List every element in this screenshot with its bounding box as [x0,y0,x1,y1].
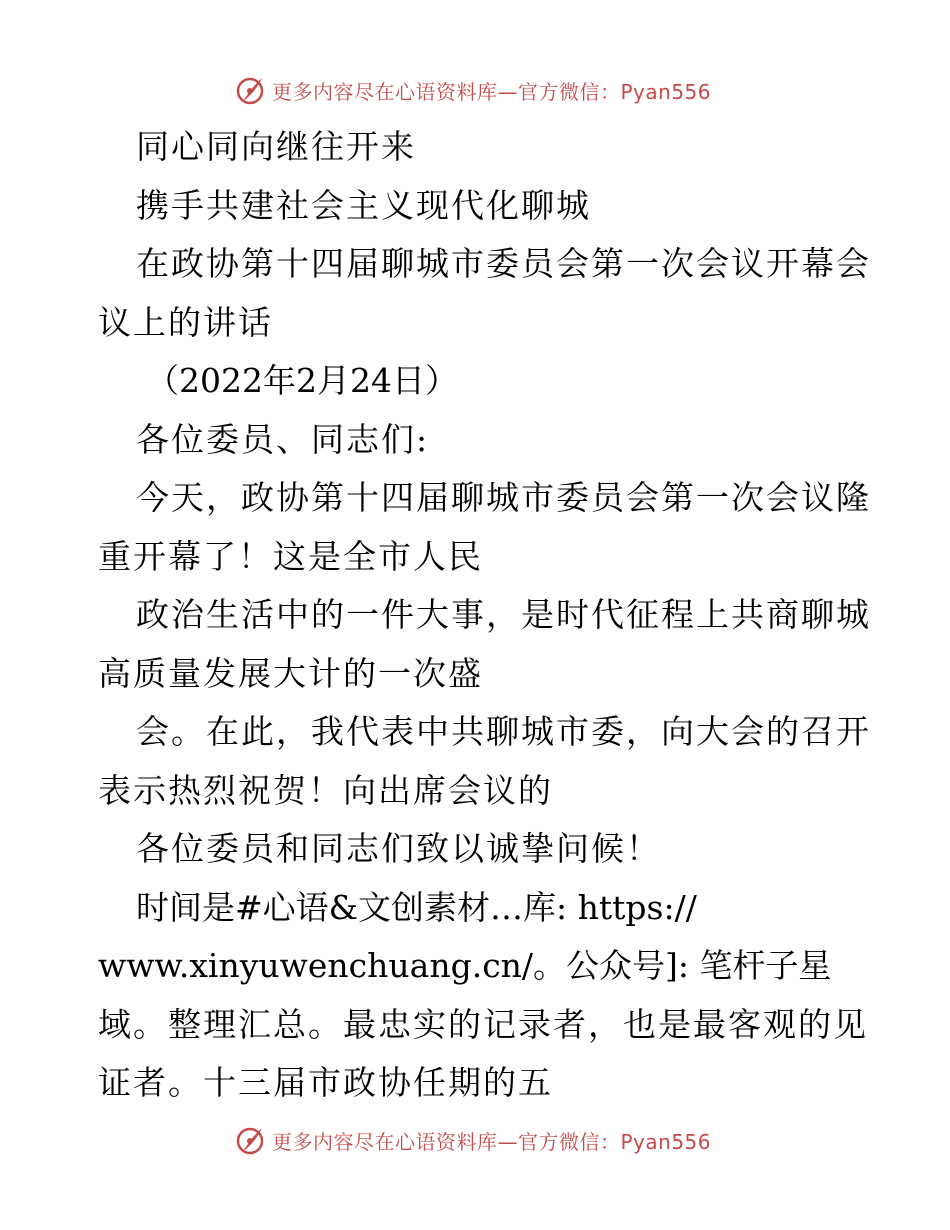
paragraph-line: 政治生活中的一件大事，是时代征程上共商聊城 [136,595,871,634]
paragraph-line: 表示热烈祝贺！向出席会议的 [98,770,553,810]
header-watermark [234,72,711,108]
salutation-line: 各位委员、同志们: [136,419,430,459]
title-line: 同心同向继往开来 [136,127,416,166]
speech-occasion-line-cont: 议上的讲话 [98,302,273,342]
paragraph-line: 证者。十三届市政协任期的五 [98,1063,553,1102]
footer-watermark [234,1122,711,1158]
watermark-text: 更多内容尽在心语资料库—官方微信：Pyan556 [272,79,712,104]
subtitle-line: 携手共建社会主义现代化聊城 [136,185,591,225]
paragraph-line: 重开幕了！这是全市人民 [98,536,483,576]
quill-circle-logo-icon [234,74,266,106]
paragraph-line: 会。在此，我代表中共聊城市委，向大会的召开 [136,712,871,751]
watermark-text: 更多内容尽在心语资料库—官方微信：Pyan556 [272,1129,712,1154]
document-body [98,118,871,1113]
quill-circle-logo-icon [234,1124,266,1156]
paragraph-line: 各位委员和同志们致以诚挚问候！ [136,829,661,868]
paragraph-line: 时间是#心语&文创素材…库: https:// [136,887,697,927]
date-line: （2022年2月24日） [146,361,458,400]
paragraph-line: www.xinyuwenchuang.cn/。公众号]: 笔杆子星 [98,946,832,985]
paragraph-line: 高质量发展大计的一次盛 [98,653,483,693]
paragraph-line: 今天，政协第十四届聊城市委员会第一次会议隆 [136,478,871,517]
paragraph-line: 域。整理汇总。最忠实的记录者，也是最客观的见 [98,1004,868,1044]
speech-occasion-line: 在政协第十四届聊城市委员会第一次会议开幕会 [136,244,871,283]
